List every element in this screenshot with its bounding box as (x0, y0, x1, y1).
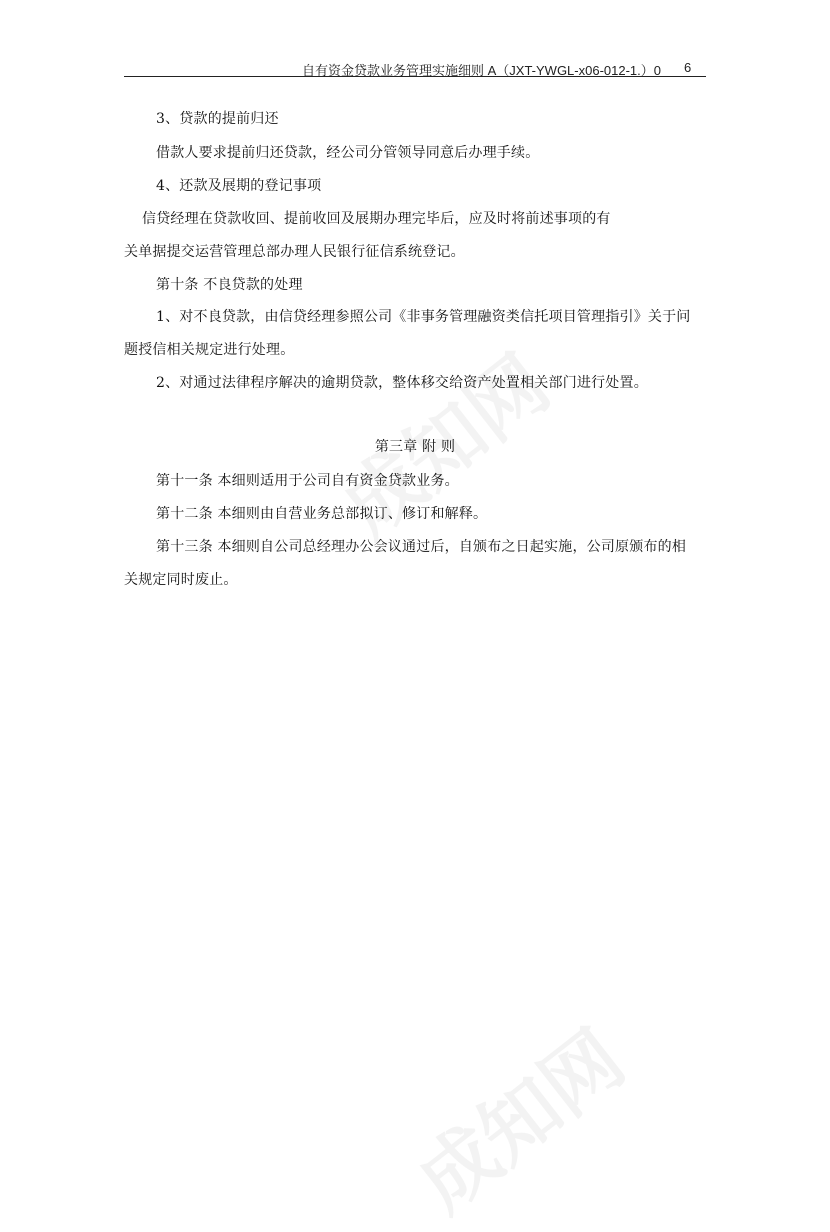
paragraph-bad-loans-line1: 1、对不良贷款，由信贷经理参照公司《非事务管理融资类信托项目管理指引》关于问 (156, 309, 691, 325)
article-ten-heading: 第十条 不良贷款的处理 (156, 277, 303, 293)
clause-heading-registration: 4、还款及展期的登记事项 (156, 178, 322, 194)
chapter-three-heading: 第三章 附 则 (374, 439, 456, 455)
paragraph-overdue-loans: 2、对通过法律程序解决的逾期贷款，整体移交给资产处置相关部门进行处置。 (156, 375, 648, 391)
watermark-lower (390, 1000, 643, 1232)
paragraph-registration-line1: 信贷经理在贷款收回、提前收回及展期办理完毕后，应及时将前述事项的有 (142, 211, 611, 227)
page-header (124, 60, 706, 77)
clause-heading-early-repayment: 3、贷款的提前归还 (156, 111, 279, 127)
article-thirteen-line2: 关规定同时废止。 (124, 572, 238, 588)
paragraph-registration-line2: 关单据提交运营管理总部办理人民银行征信系统登记。 (124, 244, 465, 260)
header-title: 自有资金贷款业务管理实施细则 A（JXT-YWGL-x06-012-1.）0 (302, 63, 661, 78)
article-eleven: 第十一条 本细则适用于公司自有资金贷款业务。 (156, 473, 459, 489)
article-twelve: 第十二条 本细则由自营业务总部拟订、修订和解释。 (156, 506, 488, 522)
article-thirteen-line1: 第十三条 本细则自公司总经理办公会议通过后，自颁布之日起实施，公司原颁布的相 (156, 539, 687, 555)
paragraph-bad-loans-line2: 题授信相关规定进行处理。 (124, 342, 295, 358)
header-page-number: 6 (684, 60, 692, 75)
paragraph-early-repayment: 借款人要求提前归还贷款，经公司分管领导同意后办理手续。 (156, 145, 540, 161)
